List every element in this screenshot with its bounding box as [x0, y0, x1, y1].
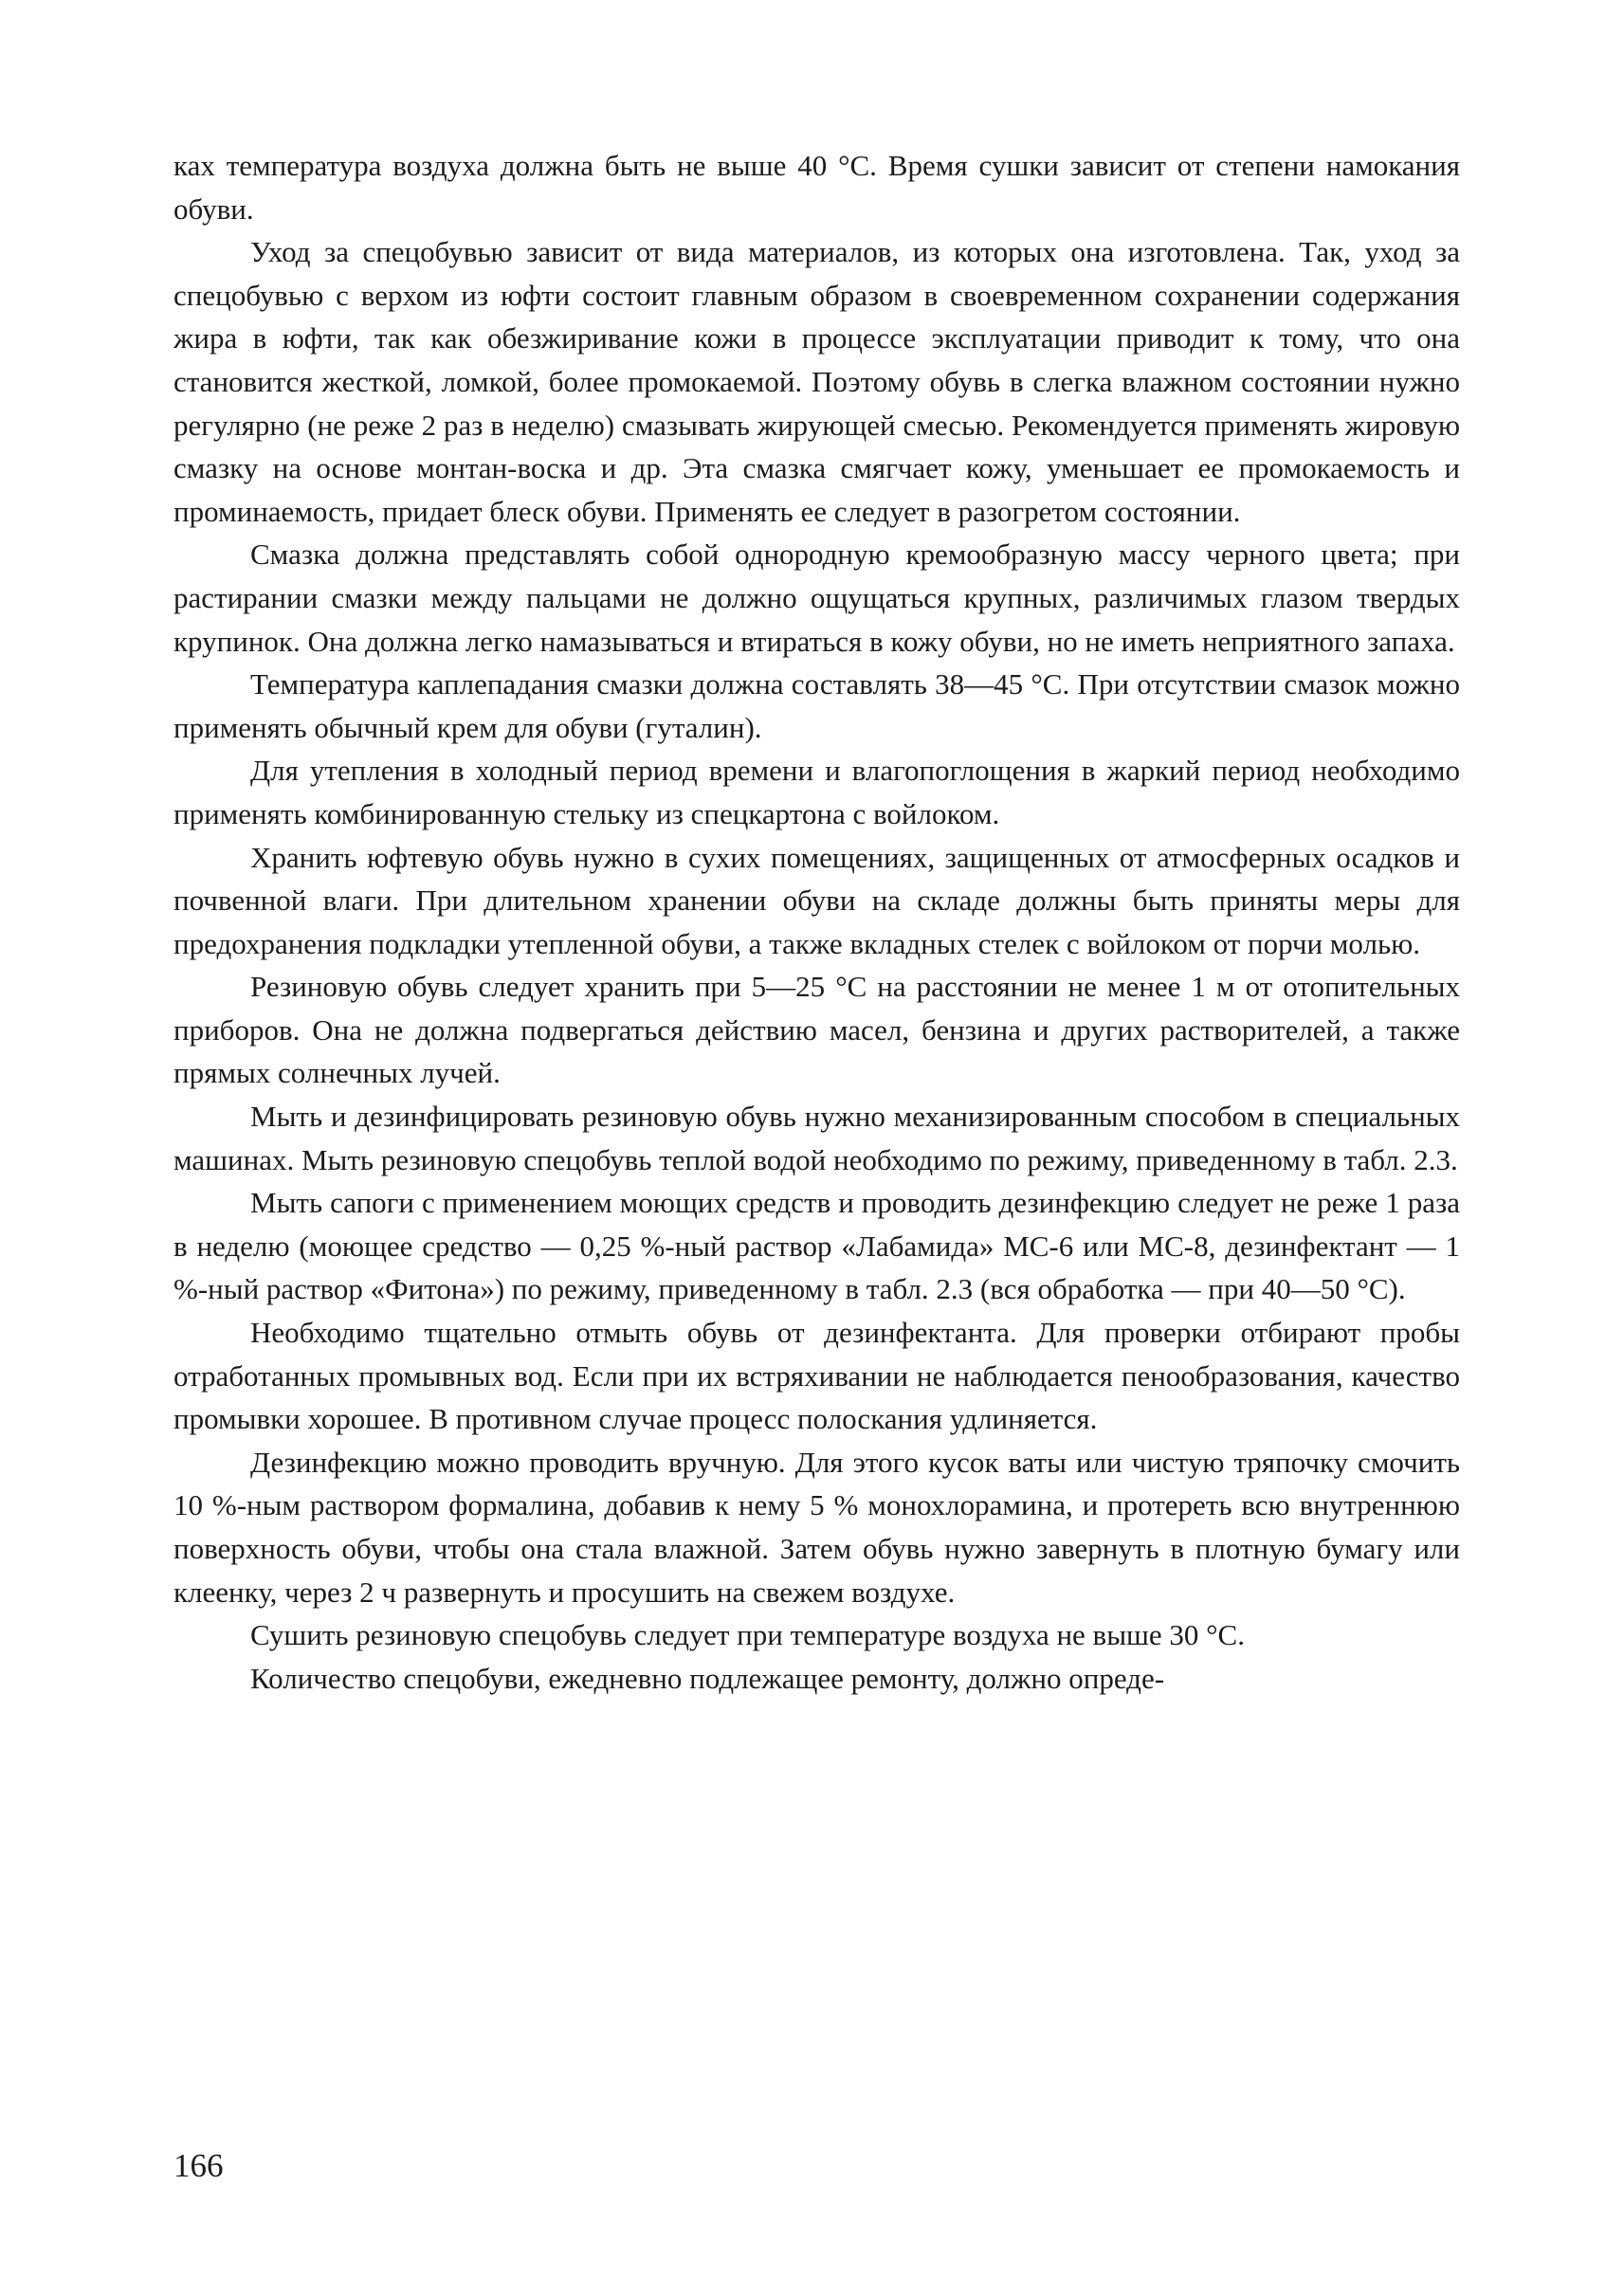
- paragraph-disinfection-schedule: Мыть сапоги с применением моющих средств и проводить дезинфекцию следует не реже 1 раза в неделю (моющее средство — 0,25 %-ный раствор «Лабамида» МС-6 или МС-8, дезинфектант — 1 %-ный раствор «Фитона») по режиму, приведенному в табл. 2.3 (вся обработка — при 40—50 °С).: [173, 1186, 1460, 1306]
- paragraph-continuation: ках температура воздуха должна быть не выше 40 °С. Время сушки зависит от степени намокания обуви.: [173, 149, 1460, 226]
- paragraph-shoe-care: Уход за спецобувью зависит от вида материалов, из которых она изготовлена. Так, уход за спецобувью с верхом из юфти состоит главным образом в своевременном сохранении содержания жира в юфти, так как обезжиривание кожи в процессе эксплуатации приводит к тому, что она становится жесткой, ломкой, более промокаемой. Поэтому обувь в слегка влажном состоянии нужно регулярно (не реже 2 раз в неделю) смазывать жирующей смесью. Рекомендуется применять жировую смазку на основе монтан-воска и др. Эта смазка смягчает кожу, уменьшает ее промокаемость и проминаемость, придает блеск обуви. Применять ее следует в разогретом состоянии.: [173, 235, 1460, 528]
- paragraph-storage-rubber: Резиновую обувь следует хранить при 5—25 °С на расстоянии не менее 1 м от отопительных приборов. Она не должна подвергаться действию масел, бензина и других растворителей, а также прямых солнечных лучей.: [173, 970, 1460, 1090]
- paragraph-rinsing-check: Необходимо тщательно отмыть обувь от дезинфектанта. Для проверки отбирают пробы отработанных промывных вод. Если при их встряхивании не наблюдается пенообразования, качество промывки хорошее. В противном случае процесс полоскания удлиняется.: [173, 1316, 1460, 1436]
- paragraph-grease-quality: Смазка должна представлять собой однородную кремообразную массу черного цвета; при растирании смазки между пальцами не должно ощущаться крупных, различимых глазом твердых крупинок. Она должна легко намазываться и втираться в кожу обуви, но не иметь неприятного запаха.: [173, 537, 1460, 658]
- paragraph-storage-yuft: Хранить юфтевую обувь нужно в сухих помещениях, защищенных от атмосферных осадков и почвенной влаги. При длительном хранении обуви на складе должны быть приняты меры для предохранения подкладки утепленной обуви, а также вкладных стелек с войлоком от порчи молью.: [173, 840, 1460, 960]
- page-number: 166: [173, 2147, 224, 2184]
- paragraph-insoles: Для утепления в холодный период времени и влагопоглощения в жаркий период необходимо применять комбинированную стельку из спецкартона с войлоком.: [173, 754, 1460, 830]
- paragraph-repair-quantity: Количество спецобуви, ежедневно подлежащее ремонту, должно опреде-: [250, 1661, 1165, 1695]
- paragraph-manual-disinfection: Дезинфекцию можно проводить вручную. Для этого кусок ваты или чистую тряпочку смочить 10 %-ным раствором формалина, добавив к нему 5 % монохлорамина, и протереть всю внутреннюю поверхность обуви, чтобы она стала влажной. Затем обувь нужно завернуть в плотную бумагу или клеенку, через 2 ч развернуть и просушить на свежем воздухе.: [173, 1445, 1460, 1609]
- page-body: [173, 144, 1460, 1700]
- paragraph-washing: Мыть и дезинфицировать резиновую обувь нужно механизированным способом в специальных машинах. Мыть резиновую спецобувь теплой водой необходимо по режиму, приведенному в табл. 2.3.: [173, 1100, 1460, 1176]
- paragraph-drying: Сушить резиновую спецобувь следует при температуре воздуха не выше 30 °С.: [250, 1618, 1245, 1652]
- paragraph-drop-point: Температура каплепадания смазки должна составлять 38—45 °С. При отсутствии смазок можно применять обычный крем для обуви (гуталин).: [173, 667, 1460, 744]
